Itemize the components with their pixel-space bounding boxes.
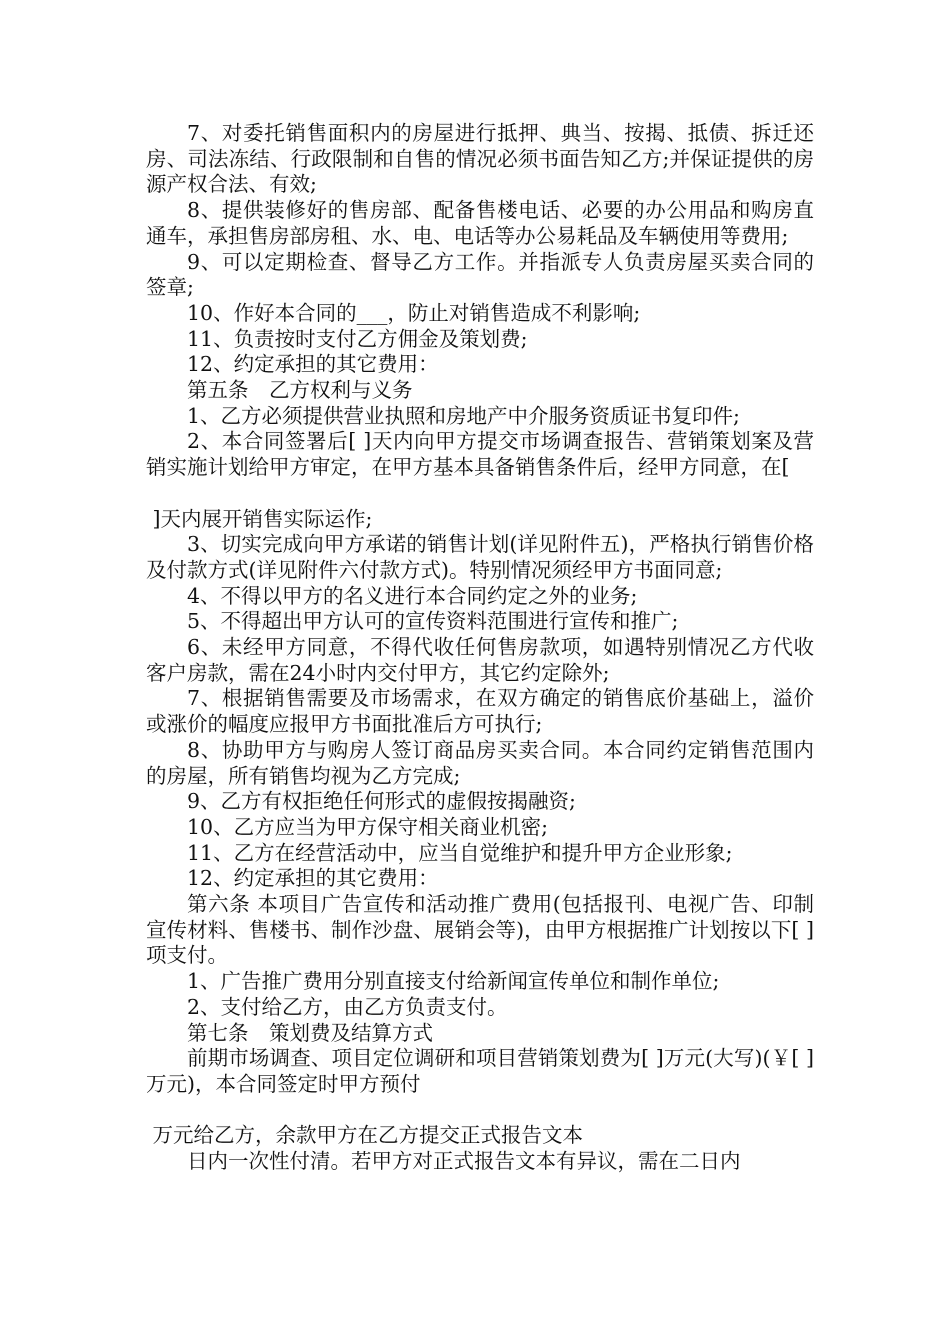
paragraph-item-8-sales-office: 8、提供装修好的售房部、配备售楼电话、必要的办公用品和购房直通车，承担售房部房租、水、电、电话等办公易耗品及车辆使用等费用; <box>146 198 814 248</box>
paragraph-b-item-3-sales-plan: 3、切实完成向甲方承诺的销售计划(详见附件五)，严格执行销售价格及付款方式(详见附件六付款方式)。特别情况须经甲方书面同意; <box>146 532 814 582</box>
paragraph-b-item-2-continued: ]天内展开销售实际运作; <box>146 506 373 531</box>
paragraph-b-item-11-image: 11、乙方在经营活动中，应当自觉维护和提升甲方企业形象; <box>187 840 733 865</box>
paragraph-c-item-1-direct-pay: 1、广告推广费用分别直接支付给新闻宣传单位和制作单位; <box>187 969 720 994</box>
section-heading-article-5: 第五条 乙方权利与义务 <box>187 378 413 403</box>
section-heading-article-7: 第七条 策划费及结算方式 <box>187 1020 433 1045</box>
document-body <box>146 121 814 1175</box>
paragraph-item-7-notify-encumbrance: 7、对委托销售面积内的房屋进行抵押、典当、按揭、抵债、拆迁还房、司法冻结、行政限制和自售的情况必须书面告知乙方;并保证提供的房源产权合法、有效; <box>146 121 814 197</box>
paragraph-b-item-2-report: 2、本合同签署后[ ]天内向甲方提交市场调查报告、营销策划案及营销实施计划给甲方审定，在甲方基本具备销售条件后，经甲方同意，在[ <box>146 429 814 480</box>
paragraph-settlement: 日内一次性付清。若甲方对正式报告文本有异议，需在二日内 <box>187 1149 741 1174</box>
paragraph-item-9-inspect: 9、可以定期检查、督导乙方工作。并指派专人负责房屋买卖合同的签章; <box>146 249 814 300</box>
paragraph-item-12-other-costs: 12、约定承担的其它费用： <box>187 352 439 377</box>
paragraph-b-item-4-name-use: 4、不得以甲方的名义进行本合同约定之外的业务; <box>187 583 638 608</box>
paragraph-b-item-5-promotion: 5、不得超出甲方认可的宣传资料范围进行宣传和推广; <box>187 609 679 634</box>
paragraph-b-item-1-license: 1、乙方必须提供营业执照和房地产中介服务资质证书复印件; <box>187 403 740 428</box>
paragraph-b-item-8-contracts: 8、协助甲方与购房人签订商品房买卖合同。本合同约定销售范围内的房屋，所有销售均视为乙方完成; <box>146 737 814 788</box>
paragraph-c-item-2-pay-party-b: 2、支付给乙方，由乙方负责支付。 <box>187 994 508 1019</box>
paragraph-b-item-10-secrets: 10、乙方应当为甲方保守相关商业机密; <box>187 814 548 839</box>
paragraph-b-item-7-premium: 7、根据销售需要及市场需求，在双方确定的销售底价基础上，溢价或涨价的幅度应报甲方书面批准后方可执行; <box>146 686 814 737</box>
paragraph-b-item-6-payments: 6、未经甲方同意，不得代收任何售房款项，如遇特别情况乙方代收客户房款，需在24小时内交付甲方，其它约定除外; <box>146 635 814 685</box>
paragraph-item-11-commission: 11、负责按时支付乙方佣金及策划费; <box>187 326 528 351</box>
paragraph-b-item-9-mortgage: 9、乙方有权拒绝任何形式的虚假按揭融资; <box>187 789 576 814</box>
paragraph-b-item-12-other-costs: 12、约定承担的其它费用： <box>187 866 439 891</box>
paragraph-planning-fee: 前期市场调查、项目定位调研和项目营销策划费为[ ]万元(大写)(￥[ ]万元)，本合同签定时甲方预付 <box>146 1046 814 1096</box>
paragraph-planning-fee-continued: 万元给乙方，余款甲方在乙方提交正式报告文本 <box>146 1123 584 1148</box>
section-heading-article-6: 第六条 本项目广告宣传和活动推广费用(包括报刊、电视广告、印制宣传材料、售楼书、制作沙盘、展销会等)，由甲方根据推广计划按以下[ ]项支付。 <box>146 892 814 968</box>
paragraph-item-10-contract: 10、作好本合同的___，防止对销售造成不利影响; <box>187 300 641 325</box>
